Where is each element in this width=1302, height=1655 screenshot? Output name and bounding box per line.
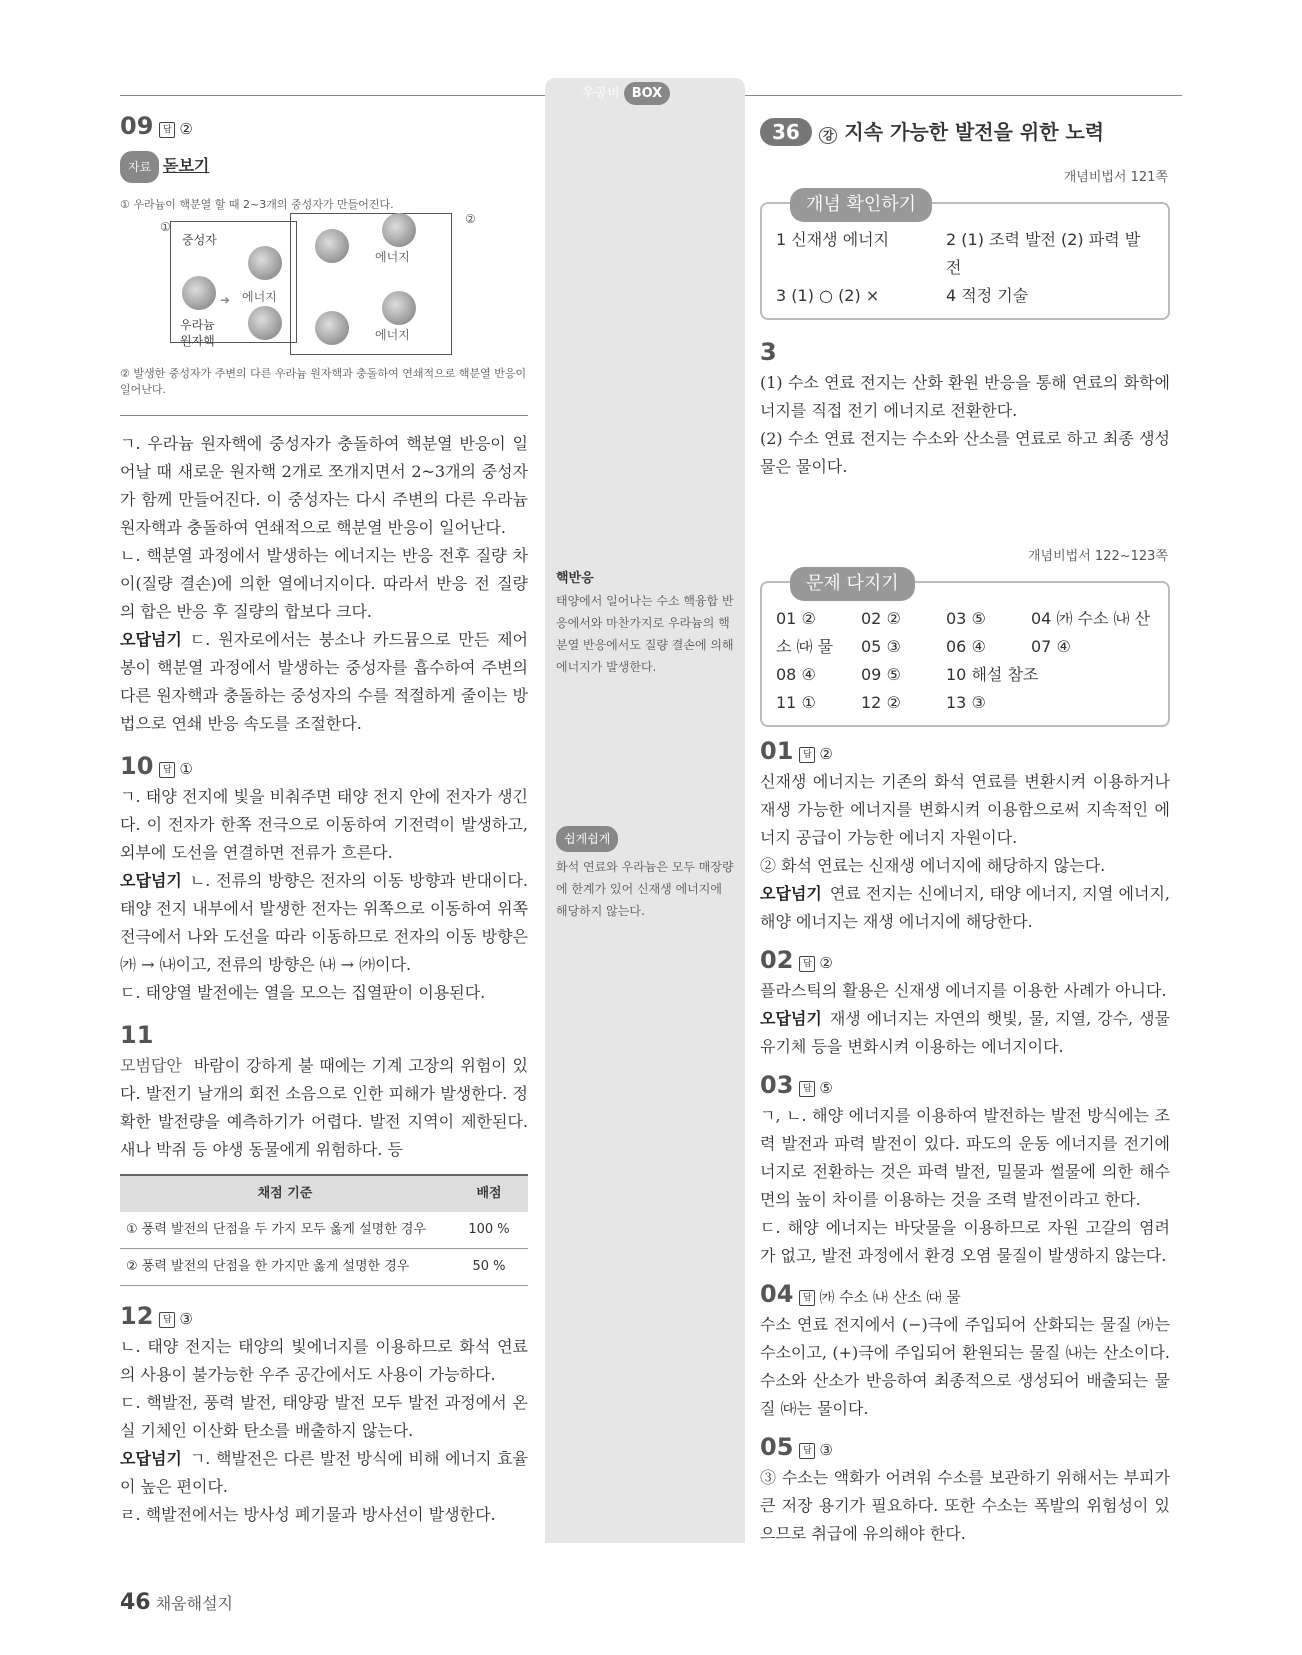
figure-title: 돋보기 bbox=[163, 156, 210, 175]
q09-text-3: 오답넘기 ㄷ. 원자로에서는 붕소나 카드뮴으로 만든 제어봉이 핵분열 과정에서 발생하는 중성자를 흡수하여 주변의 다른 원자핵과 충돌하는 중성자의 수를 적절하게 줄이는 방법으로 연쇄 반응 속도를 조절한다. bbox=[120, 630, 528, 733]
chain-atom-1 bbox=[315, 229, 349, 263]
answer-icon: 답 bbox=[799, 747, 815, 763]
panel-tag: 문제 다지기 bbox=[790, 567, 915, 601]
model-answer-label: 모범답안 bbox=[120, 1056, 182, 1075]
answer-icon: 답 bbox=[159, 122, 175, 138]
r03-text-2: ㄷ. 해양 에너지는 바닷물을 이용하므로 자원 고갈의 염려가 없고, 발전 과정에서 환경 오염 물질이 발생하지 않는다. bbox=[760, 1218, 1170, 1265]
fragment-atom-2 bbox=[248, 306, 282, 340]
figure-caption-1: ① 우라늄이 핵분열 할 때 2~3개의 중성자가 만들어진다. bbox=[120, 198, 394, 211]
figure-caption-2: ② 발생한 중성자가 주변의 다른 우라늄 원자핵과 충돌하여 연쇄적으로 핵분열 반응이 일어난다. bbox=[120, 367, 527, 396]
uranium-atom bbox=[182, 276, 216, 310]
answer-icon: 답 bbox=[799, 956, 815, 972]
table-row: ① 풍력 발전의 단점을 두 가지 모두 옳게 설명한 경우 100 % bbox=[120, 1212, 528, 1249]
r04-heading: 04 답 ㈎ 수소 ㈏ 산소 ㈐ 물 bbox=[760, 1280, 961, 1308]
side-note-text: 화석 연료와 우라늄은 모두 매장량에 한계가 있어 신재생 에너지에 해당하지 않는다. bbox=[556, 860, 734, 918]
r03-text-1: ㄱ, ㄴ. 해양 에너지를 이용하여 발전하는 발전 방식에는 조력 발전과 파력 발전이 있다. 파도의 운동 에너지를 전기에너지로 전환하는 것은 파력 발전, 밀물과 썰물에 의한 해수면의 높이 차이를 이용하는 것을 조력 발전이라고 한다. bbox=[760, 1106, 1170, 1209]
answer-icon: 답 bbox=[799, 1443, 815, 1459]
q09-text-1: ㄱ. 우라늄 원자핵에 중성자가 충돌하여 핵분열 반응이 일어날 때 새로운 원자핵 2개로 쪼개지면서 2~3개의 중성자가 함께 만들어진다. 이 중성자는 다시 주변의 다른 우라늄 원자핵과 충돌하여 연쇄적으로 핵분열 반응이 일어난다. bbox=[120, 434, 528, 537]
uranium-label: 우라늄 bbox=[180, 318, 215, 332]
r02-text-1: 플라스틱의 활용은 신재생 에너지를 이용한 사례가 아니다. bbox=[760, 981, 1167, 1000]
box-header bbox=[582, 82, 670, 105]
r03-heading: 03 답 ⑤ bbox=[760, 1071, 833, 1099]
r05-text-1: ③ 수소는 액화가 어려워 수소를 보관하기 위해서는 부피가 큰 저장 용기가 필요하다. 또한 수소는 폭발의 위험성이 있으므로 취급에 유의해야 한다. bbox=[760, 1468, 1170, 1543]
answer-icon: 답 bbox=[159, 1312, 175, 1328]
q12-text-4: ㄹ. 핵발전에서는 방사성 폐기물과 방사선이 발생한다. bbox=[120, 1505, 496, 1524]
wrong-answer-label: 오답넘기 bbox=[760, 1009, 822, 1028]
problem-panel bbox=[760, 549, 1170, 727]
s3-text-1: (1) 수소 연료 전지는 산화 환원 반응을 통해 연료의 화학에너지를 직접 전기 에너지로 전환한다. bbox=[760, 373, 1170, 420]
r04-text-1: 수소 연료 전지에서 (−)극에 주입되어 산화되는 물질 ㈎는 수소이고, (+)극에 주입되어 환원되는 물질 ㈏는 산소이다. 수소와 산소가 반응하여 최종적으로 생성되어 배출되는 물질 ㈐는 물이다. bbox=[760, 1315, 1170, 1418]
left-column bbox=[120, 112, 528, 1529]
page-footer bbox=[120, 1590, 233, 1615]
figure-tag: 자료 bbox=[120, 151, 159, 183]
side-note-easy bbox=[556, 826, 736, 922]
energy-label-2: 에너지 bbox=[375, 250, 410, 264]
answer-icon: 답 bbox=[799, 1081, 815, 1097]
side-note-column bbox=[545, 78, 745, 1543]
q12-text-3: 오답넘기 ㄱ. 핵발전은 다른 발전 방식에 비해 에너지 효율이 높은 편이다. bbox=[120, 1449, 528, 1496]
q09-heading: 09 답 ② bbox=[120, 112, 193, 140]
answer-icon: 답 bbox=[799, 1290, 815, 1306]
answer-grid: 01 ② 02 ② 03 ⑤ 04 ㈎ 수소 ㈏ 산 소 ㈐ 물 05 ③ 06 ④ 07 ④ 08 ④ 09 ⑤ 10 해설 참조 11 ① 12 ② 13 ③ bbox=[776, 609, 1151, 712]
r02-text-2: 오답넘기 재생 에너지는 자연의 햇빛, 물, 지열, 강수, 생물유기체 등을 변화시켜 이용하는 에너지이다. bbox=[760, 1009, 1170, 1056]
r01-text-1: 신재생 에너지는 기존의 화석 연료를 변환시켜 이용하거나 재생 가능한 에너지를 변화시켜 이용함으로써 지속적인 에너지 공급이 가능한 에너지 자원이다. bbox=[760, 772, 1170, 847]
q12-text-2: ㄷ. 핵발전, 풍력 발전, 태양광 발전 모두 발전 과정에서 온실 기체인 이산화 탄소를 배출하지 않는다. bbox=[120, 1393, 528, 1440]
right-column bbox=[760, 118, 1170, 1548]
lesson-heading bbox=[760, 118, 1170, 150]
s3-heading: 3 bbox=[760, 338, 777, 366]
nucleus-label: 원자핵 bbox=[180, 334, 215, 348]
lesson-title: 지속 가능한 발전을 위한 노력 bbox=[844, 120, 1105, 144]
r05-heading: 05 답 ③ bbox=[760, 1433, 833, 1461]
panel-tag: 개념 확인하기 bbox=[790, 188, 932, 222]
neutron-label: 중성자 bbox=[182, 233, 217, 247]
table-header-score: 배점 bbox=[450, 1175, 528, 1212]
figure-marker-2: ② bbox=[465, 212, 476, 226]
concept-check-panel: 개념 확인하기 개념비법서 121쪽 1 신재생 에너지 2 (1) 조력 발전 (2) 파력 발전 3 (1) ○ (2) × 4 적정 기술 bbox=[760, 202, 1170, 320]
page-number: 46 bbox=[120, 1590, 151, 1615]
arrow-icon: ➜ bbox=[220, 293, 231, 307]
fission-figure bbox=[120, 151, 528, 411]
r01-heading: 01 답 ② bbox=[760, 737, 833, 765]
q09-text-2: ㄴ. 핵분열 과정에서 발생하는 에너지는 반응 전후 질량 차이(질량 결손)에 의한 열에너지이다. 따라서 반응 전 질량의 합은 반응 후 질량의 합보다 크다. bbox=[120, 546, 528, 621]
r01-text-2: ② 화석 연료는 신재생 에너지에 해당하지 않는다. bbox=[760, 856, 1106, 875]
wrong-answer-label: 오답넘기 bbox=[120, 630, 182, 649]
q10-text-2: 오답넘기 ㄴ. 전류의 방향은 전자의 이동 방향과 반대이다. 태양 전지 내부에서 발생한 전자는 위쪽으로 이동하여 위쪽 전극에서 나와 도선을 따라 이동하므로 전자의 이동 방향은 ㈎ → ㈏이고, 전류의 방향은 ㈏ → ㈎이다. bbox=[120, 871, 528, 974]
side-note-text: 태양에서 일어나는 수소 핵융합 반응에서와 마찬가지로 우라늄의 핵분열 반응에서도 질량 결손에 의해 에너지가 발생한다. bbox=[556, 594, 734, 674]
chain-atom-2 bbox=[315, 311, 349, 345]
fragment-atom-1 bbox=[248, 246, 282, 280]
chain-atom-4 bbox=[382, 291, 416, 325]
box-label: BOX bbox=[624, 82, 671, 105]
lesson-number: 36 bbox=[760, 118, 812, 146]
q10-text-1: ㄱ. 태양 전지에 빛을 비춰주면 태양 전지 안에 전자가 생긴다. 이 전자가 한쪽 전극으로 이동하여 기전력이 발생하고, 외부에 도선을 연결하면 전류가 흐른다. bbox=[120, 787, 528, 862]
q11-heading: 11 bbox=[120, 1021, 154, 1049]
wrong-answer-label: 오답넘기 bbox=[120, 871, 182, 890]
scoring-table bbox=[120, 1174, 528, 1286]
side-note-nuclear bbox=[556, 568, 736, 678]
answer-icon: 답 bbox=[159, 762, 175, 778]
wrong-answer-label: 오답넘기 bbox=[760, 884, 822, 903]
side-note-title: 쉽게쉽게 bbox=[556, 826, 618, 852]
energy-label-1: 에너지 bbox=[242, 290, 277, 304]
figure-marker-1: ① bbox=[160, 220, 171, 234]
table-row: ② 풍력 발전의 단점을 한 가지만 옳게 설명한 경우 50 % bbox=[120, 1249, 528, 1286]
table-header-criteria: 채점 기준 bbox=[120, 1175, 450, 1212]
energy-label-3: 에너지 bbox=[375, 328, 410, 342]
figure-divider bbox=[120, 415, 528, 416]
q12-text-1: ㄴ. 태양 전지는 태양의 빛에너지를 이용하므로 화석 연료의 사용이 불가능한 우주 공간에서도 사용이 가능하다. bbox=[120, 1337, 528, 1384]
q12-heading: 12 답 ③ bbox=[120, 1302, 193, 1330]
q11-text: 모범답안 바람이 강하게 불 때에는 기계 고장의 위험이 있다. 발전기 날개의 회전 소음으로 인한 피해가 발생한다. 정확한 발전량을 예측하기가 어렵다. 발전 지역이 제한된다. 새나 박쥐 등 야생 동물에게 위험하다. 등 bbox=[120, 1056, 528, 1159]
r01-text-3: 오답넘기 연료 전지는 신에너지, 태양 에너지, 지열 에너지, 해양 에너지는 재생 에너지에 해당한다. bbox=[760, 884, 1170, 931]
wrong-answer-label: 오답넘기 bbox=[120, 1449, 182, 1468]
r02-heading: 02 답 ② bbox=[760, 946, 833, 974]
s3-text-2: (2) 수소 연료 전지는 수소와 산소를 연료로 하고 최종 생성물은 물이다. bbox=[760, 429, 1170, 476]
chain-atom-3 bbox=[382, 213, 416, 247]
q10-heading: 10 답 ① bbox=[120, 752, 193, 780]
side-note-title: 핵반응 bbox=[556, 571, 594, 586]
panel-reference: 개념비법서 122~123쪽 bbox=[1028, 549, 1168, 564]
footer-label: 채움해설지 bbox=[155, 1594, 233, 1613]
panel-reference: 개념비법서 121쪽 bbox=[1063, 170, 1168, 185]
lesson-gang: 강 bbox=[819, 127, 838, 144]
stage2-box bbox=[290, 213, 452, 355]
q10-text-3: ㄷ. 태양열 발전에는 열을 모으는 집열판이 이용된다. bbox=[120, 983, 486, 1002]
box-prefix: 우공비 bbox=[582, 86, 620, 101]
